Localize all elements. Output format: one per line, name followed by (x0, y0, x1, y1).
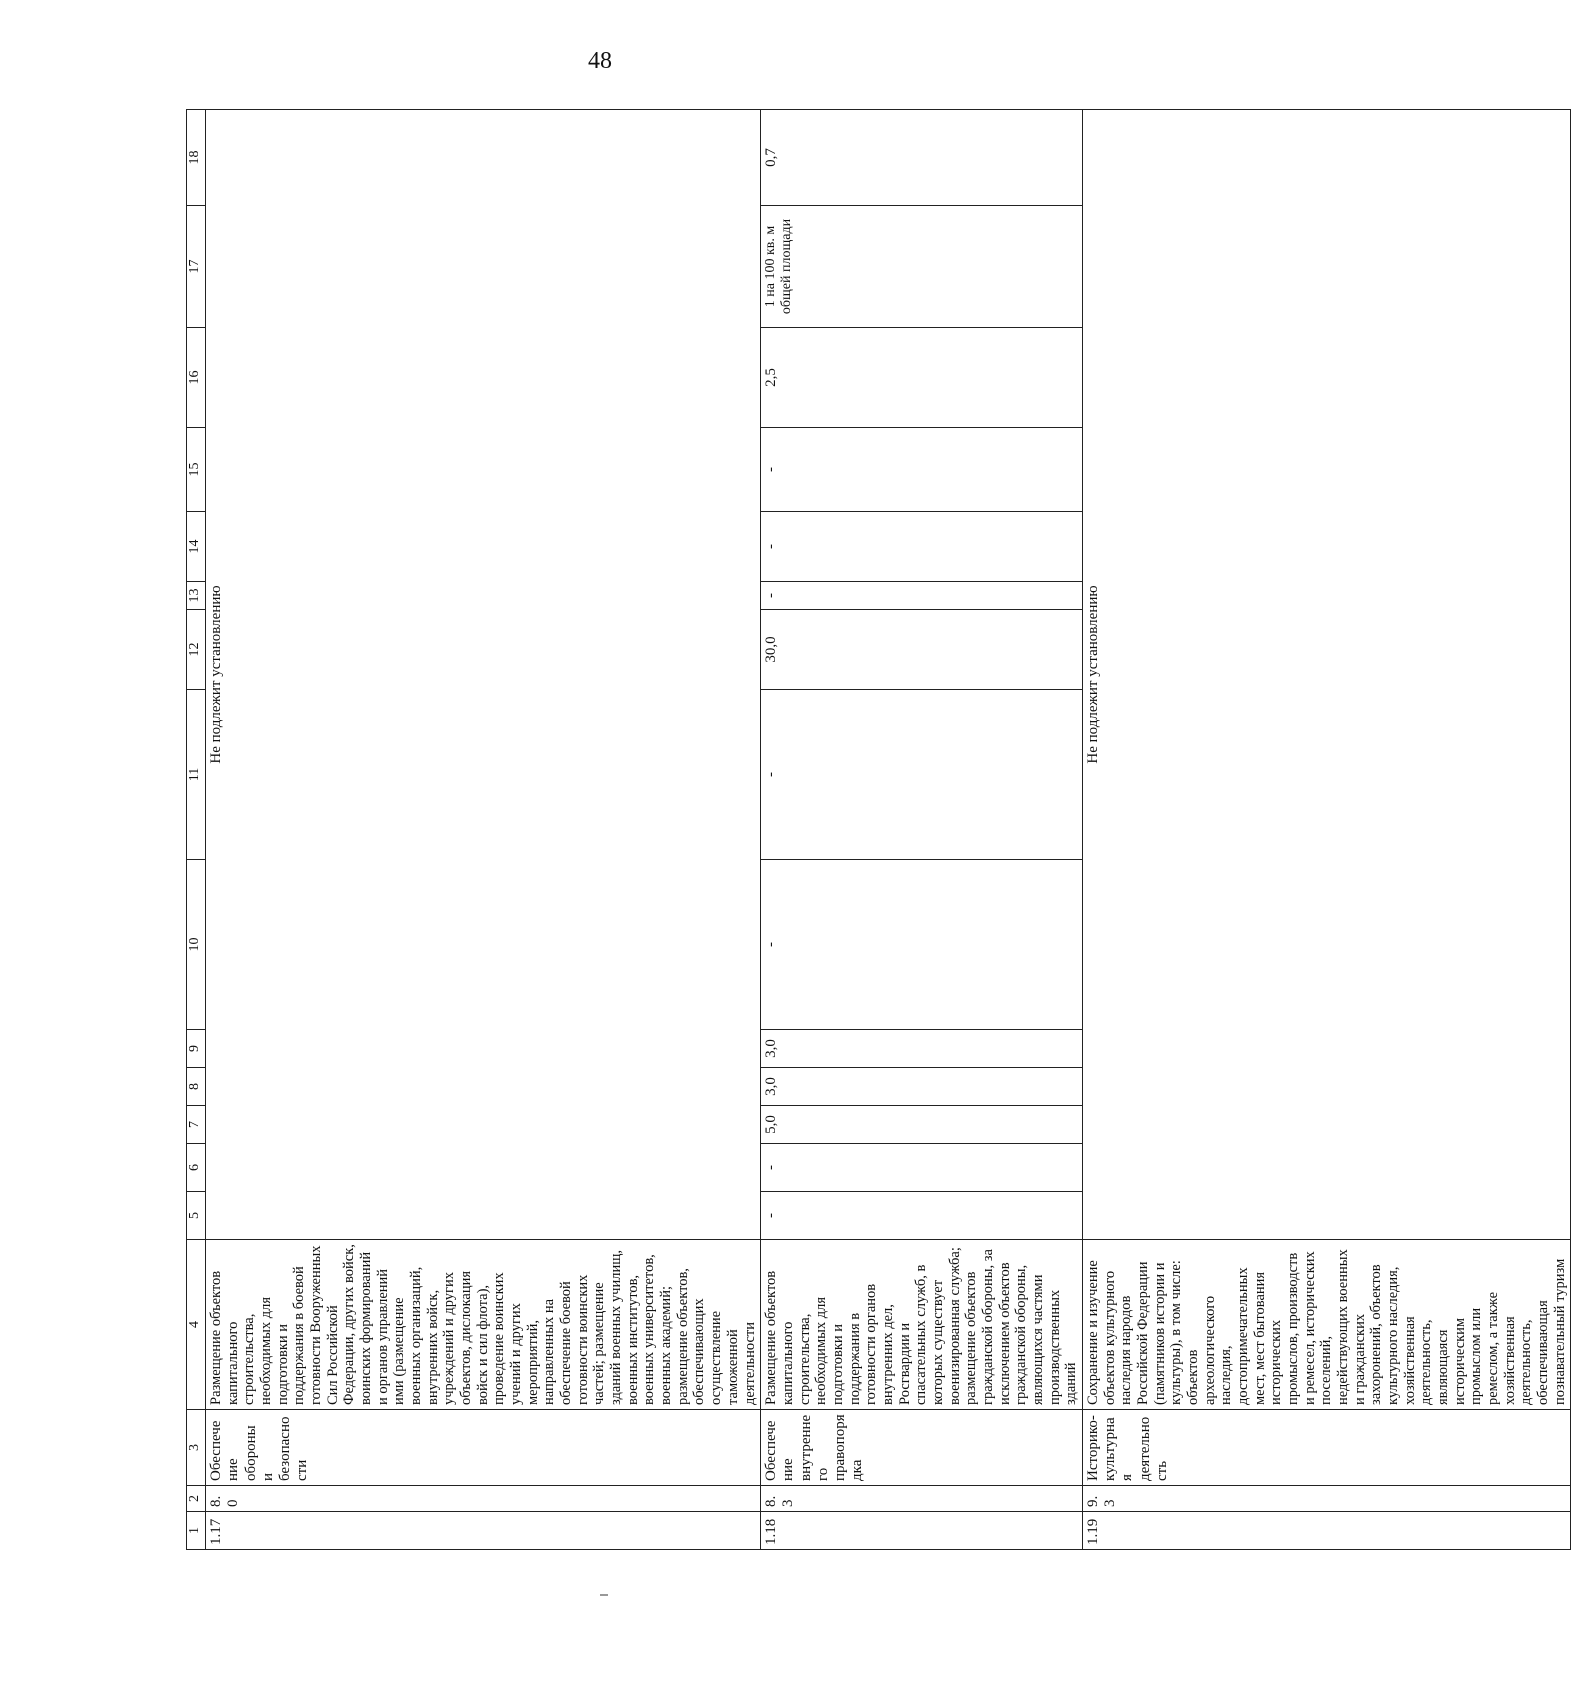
row-description: Размещение объектов капитального строительства, необходимых для подготовки и поддержания в боевой готовности Вооруженных Сил Российской Федерации, других войск, воинских формирований и органов управлений ими (размещение военных организаций, внутренних войск, учреждений и других объектов, дислокация войск и сил флота), проведение воинских учений и других мероприятий, направленных на обеспечение боевой готовности воинских частей; размещение зданий военных училищ, военных институтов, военных университетов, военных академий; размещение объектов, обеспечивающих осуществление таможенной деятельности (206, 1240, 761, 1410)
header-cell: 8 (187, 1068, 206, 1106)
row-name: Обеспечение внутреннего правопорядка (761, 1410, 1083, 1486)
table-row (206, 110, 761, 1550)
zoning-parameters-table (186, 109, 1571, 1550)
rotated-table-container (186, 110, 1568, 1550)
cell-col-17: 1 на 100 кв. м общей площади (761, 206, 1083, 328)
row-number: 1.18 (761, 1512, 1083, 1550)
header-cell: 16 (187, 328, 206, 428)
cell-col-12: 30,0 (761, 610, 1083, 690)
header-row (187, 110, 206, 1550)
cell-col-7: 5,0 (761, 1106, 1083, 1144)
cell-col-14: - (761, 512, 1083, 582)
row-number: 1.19 (1082, 1512, 1570, 1550)
cell-col-6: - (761, 1144, 1083, 1192)
header-cell: 10 (187, 860, 206, 1030)
cell-col-15: - (761, 428, 1083, 512)
row-name: Обеспечение обороны и безопасности (206, 1410, 761, 1486)
header-cell: 12 (187, 610, 206, 690)
row-not-applicable: Не подлежит установлению (1082, 110, 1570, 1240)
row-description: Сохранение и изучение объектов культурного наследия народов Российской Федерации (памятников истории и культуры), в том числе: объектов археологического наследия, достопримечательных мест, мест бытования исторических промыслов, производств и ремесел, исторических поселений, недействующих военных и гражданских захоронений, объектов культурного наследия, хозяйственная деятельность, являющаяся историческим промыслом или ремеслом, а также хозяйственная деятельность, обеспечивающая познавательный туризм (1082, 1240, 1570, 1410)
cell-col-16: 2,5 (761, 328, 1083, 428)
cell-col-13: - (761, 582, 1083, 610)
row-name: Историко-культурная деятельность (1082, 1410, 1570, 1486)
header-cell: 6 (187, 1144, 206, 1192)
header-cell: 7 (187, 1106, 206, 1144)
header-cell: 11 (187, 690, 206, 860)
header-cell: 15 (187, 428, 206, 512)
row-code: 8.0 (206, 1486, 761, 1512)
header-cell: 4 (187, 1240, 206, 1410)
cell-col-10: - (761, 860, 1083, 1030)
scan-mark (600, 1594, 608, 1596)
cell-col-8: 3,0 (761, 1068, 1083, 1106)
cell-col-11: - (761, 690, 1083, 860)
row-not-applicable: Не подлежит установлению (206, 110, 761, 1240)
page-number: 48 (588, 48, 612, 74)
header-cell: 9 (187, 1030, 206, 1068)
cell-col-9: 3,0 (761, 1030, 1083, 1068)
header-cell: 2 (187, 1486, 206, 1512)
header-cell: 17 (187, 206, 206, 328)
header-cell: 5 (187, 1192, 206, 1240)
header-cell: 14 (187, 512, 206, 582)
table-row (761, 110, 1083, 1550)
row-code: 8.3 (761, 1486, 1083, 1512)
header-cell: 13 (187, 582, 206, 610)
row-code: 9.3 (1082, 1486, 1570, 1512)
table-row (1082, 110, 1570, 1550)
header-cell: 18 (187, 110, 206, 206)
cell-col-18: 0,7 (761, 110, 1083, 206)
row-description: Размещение объектов капитального строительства, необходимых для подготовки и поддержания в готовности органов внутренних дел, Росгвардии и спасательных служб, в которых существует военизированная служба; размещение объектов гражданской обороны, за исключением объектов гражданской обороны, являющихся частями производственных зданий (761, 1240, 1083, 1410)
cell-col-5: - (761, 1192, 1083, 1240)
header-cell: 1 (187, 1512, 206, 1550)
header-cell: 3 (187, 1410, 206, 1486)
row-number: 1.17 (206, 1512, 761, 1550)
